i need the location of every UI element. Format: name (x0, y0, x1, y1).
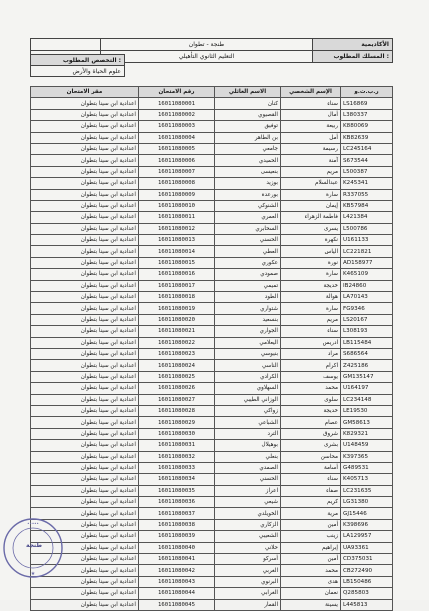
table-row (31, 428, 393, 439)
first-name-cell: أمين (281, 519, 341, 530)
table-row (31, 565, 393, 576)
family-name-cell: الوزاني الطيبي (215, 394, 281, 405)
family-name-cell: الحميدي (215, 155, 281, 166)
exam-center-cell: اعدادية ابن سينا بتطوان (31, 440, 139, 451)
exam-center-cell: اعدادية ابن سينا بتطوان (31, 451, 139, 462)
table-body (31, 98, 393, 611)
exam-number-cell: 16011080013 (139, 235, 215, 246)
family-name-cell: القمار (215, 599, 281, 610)
first-name-cell: أمال (281, 109, 341, 120)
cin-cell: LC234148 (341, 394, 393, 405)
level-value: التعليم الثانوي التأهيلي (101, 51, 313, 63)
family-name-cell: الغرابي (215, 588, 281, 599)
exam-center-cell: اعدادية ابن سينا بتطوان (31, 508, 139, 519)
family-name-cell: الناسي (215, 360, 281, 371)
cin-cell: L421384 (341, 212, 393, 223)
exam-center-cell: اعدادية ابن سينا بتطوان (31, 348, 139, 359)
exam-number-cell: 16011080044 (139, 588, 215, 599)
exam-number-cell: 16011080021 (139, 326, 215, 337)
exam-center-cell: اعدادية ابن سينا بتطوان (31, 383, 139, 394)
family-name-cell: جامعي (215, 143, 281, 154)
family-name-cell: الخويلدي (215, 508, 281, 519)
exam-number-cell: 16011080036 (139, 497, 215, 508)
exam-number-cell: 16011080032 (139, 451, 215, 462)
first-name-cell: عصام (281, 417, 341, 428)
exam-center-cell: اعدادية ابن سينا بتطوان (31, 223, 139, 234)
exam-center-cell: اعدادية ابن سينا بتطوان (31, 542, 139, 553)
exam-number-cell: 16011080009 (139, 189, 215, 200)
first-name-cell: فاطمة الزهراء (281, 212, 341, 223)
exam-center-cell: اعدادية ابن سينا بتطوان (31, 417, 139, 428)
cin-cell: K829321 (341, 428, 393, 439)
table-row (31, 383, 393, 394)
exam-center-cell: اعدادية ابن سينا بتطوان (31, 405, 139, 416)
first-name-cell: سلوى (281, 394, 341, 405)
exam-center-cell: اعدادية ابن سينا بتطوان (31, 531, 139, 542)
table-row (31, 269, 393, 280)
table-row (31, 109, 393, 120)
first-name-cell: خديجة (281, 405, 341, 416)
cin-cell: LS16869 (341, 98, 393, 109)
exam-number-cell: 16011080020 (139, 314, 215, 325)
table-row (31, 497, 393, 508)
exam-number-cell: 16011080016 (139, 269, 215, 280)
first-name-cell: أمل (281, 132, 341, 143)
exam-number-cell: 16011080010 (139, 200, 215, 211)
table-row (31, 360, 393, 371)
exam-number-cell: 16011080022 (139, 337, 215, 348)
cin-cell: LE19530 (341, 405, 393, 416)
family-name-cell: القصيوي (215, 109, 281, 120)
family-name-cell: توفيق (215, 121, 281, 132)
first-name-cell: بشرى (281, 440, 341, 451)
exam-center-cell: اعدادية ابن سينا بتطوان (31, 360, 139, 371)
family-name-cell: البرنوي (215, 576, 281, 587)
cin-cell: LB150486 (341, 576, 393, 587)
exam-center-cell: اعدادية ابن سينا بتطوان (31, 576, 139, 587)
family-name-cell: بوهيلال (215, 440, 281, 451)
cin-cell: LC231635 (341, 485, 393, 496)
table-row (31, 166, 393, 177)
family-name-cell: بنعيسى (215, 166, 281, 177)
table-row (31, 200, 393, 211)
table-row (31, 348, 393, 359)
candidates-table (30, 86, 393, 611)
table-row (31, 440, 393, 451)
exam-number-cell: 16011080005 (139, 143, 215, 154)
first-name-cell: هدى (281, 576, 341, 587)
family-name-cell: الشعيبي (215, 531, 281, 542)
cin-cell: L445813 (341, 599, 393, 610)
table-row (31, 235, 393, 246)
family-name-cell: العمري (215, 212, 281, 223)
exam-center-cell: اعدادية ابن سينا بتطوان (31, 519, 139, 530)
table-row (31, 405, 393, 416)
table-row (31, 485, 393, 496)
family-name-cell: الشباعي (215, 417, 281, 428)
table-row (31, 223, 393, 234)
cin-cell: LC245164 (341, 143, 393, 154)
academy-value: طنجة - تطوان (101, 39, 313, 51)
first-name-cell: ادريس (281, 337, 341, 348)
exam-number-cell: 16011080012 (139, 223, 215, 234)
first-name-cell: يسينة (281, 599, 341, 610)
first-name-cell: شروق (281, 428, 341, 439)
family-name-cell: الجواري (215, 326, 281, 337)
col-exam-center: مقر الامتحان (31, 87, 139, 98)
exam-center-cell: اعدادية ابن سينا بتطوان (31, 474, 139, 485)
family-name-cell: الزكاري (215, 519, 281, 530)
exam-center-cell: اعدادية ابن سينا بتطوان (31, 394, 139, 405)
first-name-cell: إبراهيم (281, 542, 341, 553)
first-name-cell: مريم (281, 314, 341, 325)
specialty-value: علوم الحياة والأرض (31, 66, 125, 77)
cin-cell: L380337 (341, 109, 393, 120)
family-name-cell: الغربي (215, 565, 281, 576)
cin-cell: LS20167 (341, 314, 393, 325)
first-name-cell: آمنة (281, 155, 341, 166)
table-row (31, 474, 393, 485)
cin-cell: L500786 (341, 223, 393, 234)
exam-number-cell: 16011080004 (139, 132, 215, 143)
exam-center-cell: اعدادية ابن سينا بتطوان (31, 326, 139, 337)
exam-center-cell: اعدادية ابن سينا بتطوان (31, 314, 139, 325)
cin-cell: L500387 (341, 166, 393, 177)
table-row (31, 121, 393, 132)
table-row (31, 98, 393, 109)
exam-center-cell: اعدادية ابن سينا بتطوان (31, 280, 139, 291)
cin-cell: U161133 (341, 235, 393, 246)
exam-number-cell: 16011080033 (139, 462, 215, 473)
exam-number-cell: 16011080017 (139, 280, 215, 291)
exam-center-cell: اعدادية ابن سينا بتطوان (31, 292, 139, 303)
family-name-cell: زواكي (215, 405, 281, 416)
first-name-cell: زينب (281, 531, 341, 542)
table-row (31, 303, 393, 314)
exam-number-cell: 16011080015 (139, 257, 215, 268)
first-name-cell: رسيمة (281, 143, 341, 154)
exam-number-cell: 16011080011 (139, 212, 215, 223)
cin-cell: GM135147 (341, 371, 393, 382)
exam-center-cell: اعدادية ابن سينا بتطوان (31, 371, 139, 382)
exam-number-cell: 16011080034 (139, 474, 215, 485)
table-row (31, 542, 393, 553)
family-name-cell: اليعلامي (215, 337, 281, 348)
exam-center-cell: اعدادية ابن سينا بتطوان (31, 428, 139, 439)
exam-number-cell: 16011080045 (139, 599, 215, 610)
first-name-cell: سارة (281, 269, 341, 280)
table-row (31, 531, 393, 542)
first-name-cell: نورة (281, 257, 341, 268)
exam-center-cell: اعدادية ابن سينا بتطوان (31, 189, 139, 200)
first-name-cell: خديجة (281, 280, 341, 291)
cin-cell: LC221821 (341, 246, 393, 257)
table-row (31, 508, 393, 519)
table-row (31, 143, 393, 154)
first-name-cell: يسرى (281, 223, 341, 234)
family-name-cell: شتواري (215, 303, 281, 314)
exam-center-cell: اعدادية ابن سينا بتطوان (31, 462, 139, 473)
exam-center-cell: اعدادية ابن سينا بتطوان (31, 155, 139, 166)
cin-cell: L308193 (341, 326, 393, 337)
family-name-cell: الحسني (215, 235, 281, 246)
exam-center-cell: اعدادية ابن سينا بتطوان (31, 303, 139, 314)
table-row (31, 257, 393, 268)
table-row (31, 178, 393, 189)
cin-cell: S673544 (341, 155, 393, 166)
academy-label: الأكاديمية (313, 39, 393, 51)
cin-cell: R337055 (341, 189, 393, 200)
cin-cell: LA129957 (341, 531, 393, 542)
exam-number-cell: 16011080014 (139, 246, 215, 257)
exam-number-cell: 16011080035 (139, 485, 215, 496)
first-name-cell: عبدالسلام (281, 178, 341, 189)
specialty-table (30, 54, 125, 77)
family-name-cell: عكوري (215, 257, 281, 268)
exam-center-cell: اعدادية ابن سينا بتطوان (31, 109, 139, 120)
family-name-cell: بورعدة (215, 189, 281, 200)
exam-center-cell: اعدادية ابن سينا بتطوان (31, 212, 139, 223)
exam-number-cell: 16011080002 (139, 109, 215, 120)
exam-number-cell: 16011080041 (139, 554, 215, 565)
first-name-cell: مرية (281, 508, 341, 519)
family-name-cell: الصمدي (215, 462, 281, 473)
family-name-cell: بنيوسي (215, 348, 281, 359)
specialty-label: التخصص المطلوب : (31, 55, 125, 66)
exam-center-cell: اعدادية ابن سينا بتطوان (31, 497, 139, 508)
col-family-name: الاسم العائلي (215, 87, 281, 98)
exam-center-cell: اعدادية ابن سينا بتطوان (31, 257, 139, 268)
svg-text:•••••: ••••• (27, 521, 39, 526)
family-name-cell: الشنوكي (215, 200, 281, 211)
exam-center-cell: اعدادية ابن سينا بتطوان (31, 337, 139, 348)
exam-number-cell: 16011080007 (139, 166, 215, 177)
table-row (31, 554, 393, 565)
exam-center-cell: اعدادية ابن سينا بتطوان (31, 599, 139, 610)
table-row (31, 246, 393, 257)
family-name-cell: بنسعيد (215, 314, 281, 325)
family-name-cell: الترد (215, 428, 281, 439)
cin-cell: IB24860 (341, 280, 393, 291)
exam-center-cell: اعدادية ابن سينا بتطوان (31, 132, 139, 143)
family-name-cell: كنان (215, 98, 281, 109)
exam-center-cell: اعدادية ابن سينا بتطوان (31, 269, 139, 280)
first-name-cell: محمد (281, 565, 341, 576)
first-name-cell: نكهرة (281, 235, 341, 246)
table-row (31, 337, 393, 348)
cin-cell: AD158977 (341, 257, 393, 268)
first-name-cell: الياس (281, 246, 341, 257)
exam-number-cell: 16011080025 (139, 371, 215, 382)
exam-number-cell: 16011080039 (139, 531, 215, 542)
col-first-name: الإسم الشخصي (281, 87, 341, 98)
family-name-cell: صمودي (215, 269, 281, 280)
header-empty-cell (31, 39, 101, 51)
cin-cell: K405713 (341, 474, 393, 485)
cin-cell: Z425186 (341, 360, 393, 371)
first-name-cell: أسامة (281, 462, 341, 473)
family-name-cell: تميمي (215, 280, 281, 291)
exam-number-cell: 16011080043 (139, 576, 215, 587)
table-row (31, 394, 393, 405)
table-row (31, 462, 393, 473)
table-row (31, 519, 393, 530)
exam-center-cell: اعدادية ابن سينا بتطوان (31, 565, 139, 576)
family-name-cell: السحابري (215, 223, 281, 234)
exam-number-cell: 16011080028 (139, 405, 215, 416)
exam-center-cell: اعدادية ابن سينا بتطوان (31, 166, 139, 177)
cin-cell: UA93361 (341, 542, 393, 553)
svg-text:★: ★ (30, 571, 36, 577)
first-name-cell: مراد (281, 348, 341, 359)
first-name-cell: إيمان (281, 200, 341, 211)
cin-cell: K465109 (341, 269, 393, 280)
family-name-cell: الطود (215, 292, 281, 303)
table-row (31, 576, 393, 587)
exam-number-cell: 16011080024 (139, 360, 215, 371)
table-row (31, 132, 393, 143)
first-name-cell: سناء (281, 98, 341, 109)
first-name-cell: هوالة (281, 292, 341, 303)
first-name-cell: نعمان (281, 588, 341, 599)
exam-center-cell: اعدادية ابن سينا بتطوان (31, 98, 139, 109)
exam-number-cell: 16011080019 (139, 303, 215, 314)
cin-cell: GM58613 (341, 417, 393, 428)
exam-number-cell: 16011080037 (139, 508, 215, 519)
cin-cell: FG9346 (341, 303, 393, 314)
cin-cell: U148459 (341, 440, 393, 451)
cin-cell: GJ15446 (341, 508, 393, 519)
family-name-cell: الكرادي (215, 371, 281, 382)
cin-cell: K397365 (341, 451, 393, 462)
cin-cell: LA70143 (341, 292, 393, 303)
exam-center-cell: اعدادية ابن سينا بتطوان (31, 143, 139, 154)
first-name-cell: سناء (281, 474, 341, 485)
family-name-cell: بن الطاهر (215, 132, 281, 143)
cin-cell: KB82639 (341, 132, 393, 143)
first-name-cell: كريم (281, 497, 341, 508)
exam-number-cell: 16011080023 (139, 348, 215, 359)
exam-number-cell: 16011080040 (139, 542, 215, 553)
first-name-cell: ربيعة (281, 121, 341, 132)
table-row (31, 155, 393, 166)
family-name-cell: بوزيد (215, 178, 281, 189)
first-name-cell: اكرام (281, 360, 341, 371)
level-label: المسلك المطلوب : (313, 51, 393, 63)
exam-number-cell: 16011080038 (139, 519, 215, 530)
exam-number-cell: 16011080030 (139, 428, 215, 439)
family-name-cell: الحسني (215, 474, 281, 485)
exam-number-cell: 16011080018 (139, 292, 215, 303)
first-name-cell: يوسف (281, 371, 341, 382)
exam-number-cell: 16011080027 (139, 394, 215, 405)
exam-number-cell: 16011080042 (139, 565, 215, 576)
first-name-cell: محاسن (281, 451, 341, 462)
exam-number-cell: 16011080008 (139, 178, 215, 189)
table-row (31, 451, 393, 462)
table-row (31, 599, 393, 610)
cin-cell: CB272490 (341, 565, 393, 576)
table-row (31, 280, 393, 291)
first-name-cell: سارة (281, 189, 341, 200)
table-row (31, 212, 393, 223)
exam-center-cell: اعدادية ابن سينا بتطوان (31, 588, 139, 599)
cin-cell: KB57984 (341, 200, 393, 211)
cin-cell: LG31380 (341, 497, 393, 508)
family-name-cell: شيعي (215, 497, 281, 508)
first-name-cell: سارة (281, 303, 341, 314)
cin-cell: G489531 (341, 462, 393, 473)
family-name-cell: حلاني (215, 542, 281, 553)
cin-cell: CD375031 (341, 554, 393, 565)
cin-cell: LB115484 (341, 337, 393, 348)
exam-number-cell: 16011080001 (139, 98, 215, 109)
table-row (31, 189, 393, 200)
exam-center-cell: اعدادية ابن سينا بتطوان (31, 554, 139, 565)
cin-cell: K398696 (341, 519, 393, 530)
cin-cell: K880069 (341, 121, 393, 132)
exam-number-cell: 16011080031 (139, 440, 215, 451)
table-row (31, 417, 393, 428)
family-name-cell: العطي (215, 246, 281, 257)
exam-center-cell: اعدادية ابن سينا بتطوان (31, 121, 139, 132)
table-row (31, 371, 393, 382)
table-row (31, 292, 393, 303)
col-exam-number: رقم الامتحان (139, 87, 215, 98)
exam-center-cell: اعدادية ابن سينا بتطوان (31, 178, 139, 189)
exam-number-cell: 16011080029 (139, 417, 215, 428)
family-name-cell: السهلاوي (215, 383, 281, 394)
exam-center-cell: اعدادية ابن سينا بتطوان (31, 235, 139, 246)
family-name-cell: اعراز (215, 485, 281, 496)
exam-center-cell: اعدادية ابن سينا بتطوان (31, 485, 139, 496)
family-name-cell: بنعلي (215, 451, 281, 462)
table-row (31, 588, 393, 599)
first-name-cell: مريم (281, 166, 341, 177)
table-header-row (31, 87, 393, 98)
exam-center-cell: اعدادية ابن سينا بتطوان (31, 246, 139, 257)
col-cin: ر.ب.ت.و (341, 87, 393, 98)
family-name-cell: أسركو (215, 554, 281, 565)
cin-cell: S686564 (341, 348, 393, 359)
exam-number-cell: 16011080026 (139, 383, 215, 394)
first-name-cell: أمين (281, 554, 341, 565)
stamp-text: طنجة (25, 542, 43, 549)
cin-cell: U164197 (341, 383, 393, 394)
cin-cell: K245341 (341, 178, 393, 189)
exam-number-cell: 16011080006 (139, 155, 215, 166)
cin-cell: Q285803 (341, 588, 393, 599)
exam-number-cell: 16011080003 (139, 121, 215, 132)
exam-center-cell: اعدادية ابن سينا بتطوان (31, 200, 139, 211)
first-name-cell: صفاء (281, 485, 341, 496)
first-name-cell: محمد (281, 383, 341, 394)
table-row (31, 326, 393, 337)
first-name-cell: سناء (281, 326, 341, 337)
table-row (31, 314, 393, 325)
